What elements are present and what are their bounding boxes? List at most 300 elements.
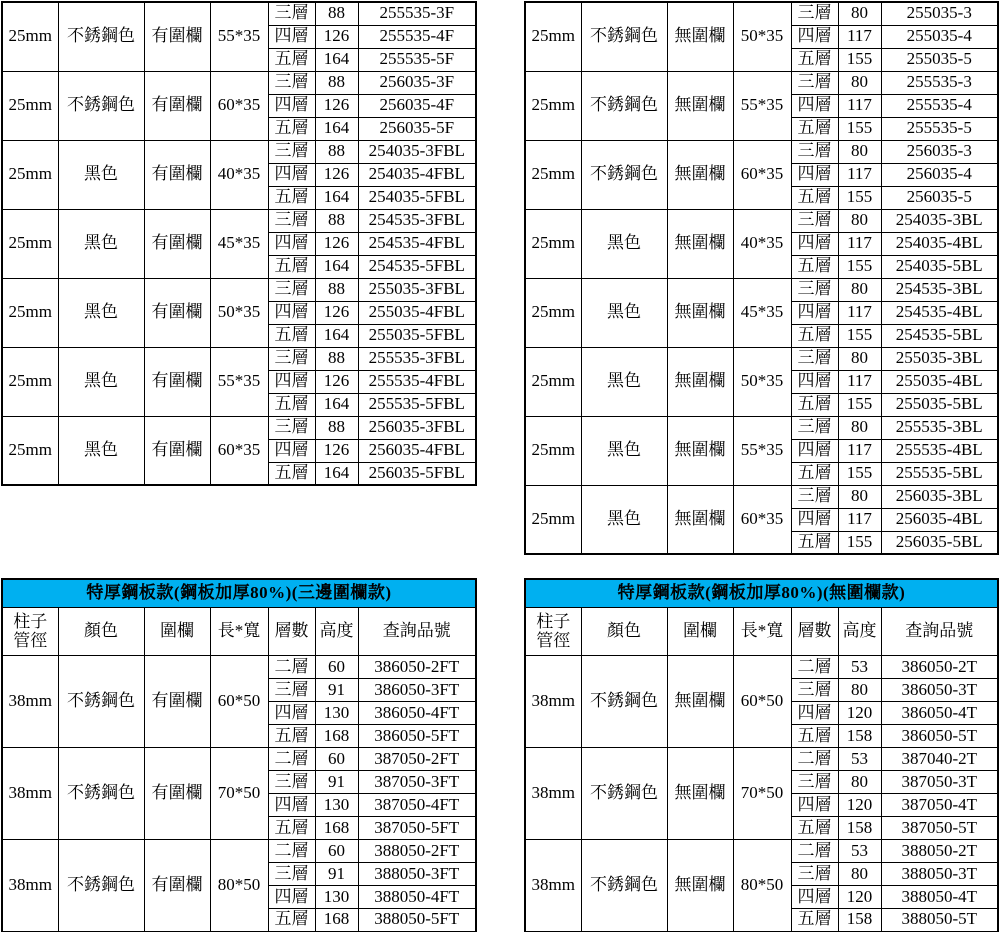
col-header-pipe (525, 608, 581, 656)
code-cell: 388050-3T (881, 863, 998, 886)
code-cell: 255535-5F (358, 48, 476, 71)
layer-cell: 五層 (268, 909, 315, 932)
code-cell: 387050-5FT (358, 817, 476, 840)
layer-cell: 四層 (268, 794, 315, 817)
layer-cell: 四層 (268, 702, 315, 725)
height-cell: 126 (315, 232, 358, 255)
size-cell: 50*35 (210, 278, 268, 347)
code-cell: 254535-4BL (881, 301, 998, 324)
fence-cell: 無圍欄 (667, 656, 733, 748)
pipe-cell: 38mm (2, 840, 58, 932)
layer-cell: 五層 (268, 117, 315, 140)
color-cell: 黑色 (58, 209, 144, 278)
height-cell: 60 (315, 748, 358, 771)
color-cell: 不銹鋼色 (58, 71, 144, 140)
code-cell: 254035-3BL (881, 209, 998, 232)
layer-cell: 三層 (791, 2, 838, 25)
layer-cell: 五層 (791, 186, 838, 209)
size-cell: 50*35 (733, 347, 791, 416)
table-row (2, 2, 476, 25)
layer-cell: 二層 (268, 840, 315, 863)
color-cell: 黑色 (581, 278, 667, 347)
layer-cell: 四層 (791, 508, 838, 531)
col-header-size: 長*寬 (733, 608, 791, 656)
layer-cell: 二層 (791, 840, 838, 863)
size-cell: 80*50 (733, 840, 791, 932)
height-cell: 88 (315, 140, 358, 163)
code-cell: 255535-4BL (881, 439, 998, 462)
code-cell: 386050-5T (881, 725, 998, 748)
size-cell: 60*35 (210, 416, 268, 485)
layer-cell: 四層 (268, 886, 315, 909)
color-cell: 不銹鋼色 (581, 140, 667, 209)
layer-cell: 四層 (791, 301, 838, 324)
layer-cell: 四層 (268, 301, 315, 324)
height-cell: 88 (315, 347, 358, 370)
code-cell: 387040-2T (881, 748, 998, 771)
pipe-cell: 25mm (525, 71, 581, 140)
col-header-pipe (2, 608, 58, 656)
code-cell: 256035-3 (881, 140, 998, 163)
layer-cell: 三層 (791, 771, 838, 794)
table-row (525, 209, 998, 232)
height-cell: 80 (838, 2, 881, 25)
height-cell: 91 (315, 679, 358, 702)
code-cell: 256035-4FBL (358, 439, 476, 462)
code-cell: 255535-3BL (881, 416, 998, 439)
layer-cell: 三層 (791, 140, 838, 163)
table-row (2, 140, 476, 163)
size-cell: 45*35 (210, 209, 268, 278)
size-cell: 40*35 (210, 140, 268, 209)
layer-cell: 二層 (268, 748, 315, 771)
pipe-cell: 38mm (525, 656, 581, 748)
layer-cell: 五層 (268, 186, 315, 209)
code-cell: 386050-4FT (358, 702, 476, 725)
code-cell: 254535-3BL (881, 278, 998, 301)
code-cell: 256035-4F (358, 94, 476, 117)
table-row (525, 347, 998, 370)
size-cell: 80*50 (210, 840, 268, 932)
height-cell: 53 (838, 840, 881, 863)
size-cell: 40*35 (733, 209, 791, 278)
col-header-size: 長*寬 (210, 608, 268, 656)
size-cell: 45*35 (733, 278, 791, 347)
code-cell: 256035-4BL (881, 508, 998, 531)
size-cell: 70*50 (733, 748, 791, 840)
fence-cell: 無圍欄 (667, 347, 733, 416)
height-cell: 88 (315, 278, 358, 301)
fence-cell: 無圍欄 (667, 748, 733, 840)
code-cell: 255535-4F (358, 25, 476, 48)
layer-cell: 五層 (268, 462, 315, 485)
code-cell: 256035-3F (358, 71, 476, 94)
col-header-pipe-line2: 管徑 (13, 630, 48, 650)
pipe-cell: 38mm (2, 656, 58, 748)
layer-cell: 四層 (791, 370, 838, 393)
height-cell: 155 (838, 393, 881, 416)
code-cell: 256035-4 (881, 163, 998, 186)
height-cell: 158 (838, 909, 881, 932)
code-cell: 256035-5FBL (358, 462, 476, 485)
code-cell: 387050-4FT (358, 794, 476, 817)
code-cell: 255035-3BL (881, 347, 998, 370)
code-cell: 256035-5 (881, 186, 998, 209)
thick-plate-fenced-table (1, 578, 477, 932)
color-cell: 黑色 (581, 416, 667, 485)
color-cell: 黑色 (581, 347, 667, 416)
table-row (525, 485, 998, 508)
fence-cell: 無圍欄 (667, 840, 733, 932)
layer-cell: 五層 (791, 531, 838, 554)
pipe-cell: 25mm (525, 2, 581, 71)
height-cell: 53 (838, 656, 881, 679)
fence-cell: 有圍欄 (144, 278, 210, 347)
height-cell: 80 (838, 140, 881, 163)
table-title-row (525, 579, 998, 608)
code-cell: 256035-5F (358, 117, 476, 140)
height-cell: 117 (838, 439, 881, 462)
fence-cell: 有圍欄 (144, 2, 210, 71)
height-cell: 120 (838, 886, 881, 909)
table-row (525, 748, 998, 771)
layer-cell: 五層 (268, 324, 315, 347)
pipe-25mm-fenced-table (1, 1, 477, 486)
layer-cell: 四層 (268, 163, 315, 186)
layer-cell: 四層 (791, 94, 838, 117)
col-header-pipe-line2: 管徑 (536, 630, 571, 650)
color-cell: 不銹鋼色 (581, 748, 667, 840)
height-cell: 164 (315, 462, 358, 485)
code-cell: 388050-3FT (358, 863, 476, 886)
height-cell: 80 (838, 209, 881, 232)
layer-cell: 三層 (268, 71, 315, 94)
table-row (525, 140, 998, 163)
code-cell: 255535-5BL (881, 462, 998, 485)
code-cell: 388050-4FT (358, 886, 476, 909)
layer-cell: 四層 (791, 702, 838, 725)
col-header-code: 查詢品號 (358, 608, 476, 656)
col-header-height: 高度 (838, 608, 881, 656)
size-cell: 55*35 (210, 347, 268, 416)
col-header-layers: 層數 (791, 608, 838, 656)
height-cell: 117 (838, 25, 881, 48)
height-cell: 80 (838, 71, 881, 94)
pipe-cell: 25mm (2, 71, 58, 140)
height-cell: 126 (315, 25, 358, 48)
fence-cell: 無圍欄 (667, 416, 733, 485)
height-cell: 91 (315, 771, 358, 794)
color-cell: 黑色 (58, 278, 144, 347)
col-header-fence: 圍欄 (667, 608, 733, 656)
table-row (525, 656, 998, 679)
code-cell: 256035-5BL (881, 531, 998, 554)
layer-cell: 四層 (791, 439, 838, 462)
layer-cell: 三層 (791, 278, 838, 301)
table-row (2, 840, 476, 863)
table-row (2, 656, 476, 679)
height-cell: 130 (315, 886, 358, 909)
code-cell: 388050-2FT (358, 840, 476, 863)
height-cell: 164 (315, 117, 358, 140)
code-cell: 386050-2T (881, 656, 998, 679)
code-cell: 255035-5BL (881, 393, 998, 416)
pipe-cell: 25mm (2, 347, 58, 416)
pipe-cell: 25mm (2, 209, 58, 278)
code-cell: 255535-5 (881, 117, 998, 140)
height-cell: 164 (315, 186, 358, 209)
table-row (525, 278, 998, 301)
color-cell: 不銹鋼色 (581, 2, 667, 71)
code-cell: 386050-5FT (358, 725, 476, 748)
fence-cell: 有圍欄 (144, 209, 210, 278)
size-cell: 60*50 (733, 656, 791, 748)
code-cell: 254535-4FBL (358, 232, 476, 255)
height-cell: 80 (838, 679, 881, 702)
layer-cell: 五層 (791, 909, 838, 932)
col-header-color: 顏色 (581, 608, 667, 656)
col-header-layers: 層數 (268, 608, 315, 656)
code-cell: 254035-5BL (881, 255, 998, 278)
layer-cell: 四層 (268, 370, 315, 393)
layer-cell: 五層 (791, 817, 838, 840)
layer-cell: 二層 (791, 748, 838, 771)
table-title: 特厚鋼板款(鋼板加厚80%)(三邊圍欄款) (2, 579, 476, 608)
height-cell: 91 (315, 863, 358, 886)
color-cell: 不銹鋼色 (58, 656, 144, 748)
size-cell: 60*35 (733, 140, 791, 209)
pipe-25mm-unfenced-table (524, 1, 999, 555)
fence-cell: 有圍欄 (144, 347, 210, 416)
code-cell: 254035-4FBL (358, 163, 476, 186)
height-cell: 53 (838, 748, 881, 771)
height-cell: 158 (838, 817, 881, 840)
height-cell: 88 (315, 416, 358, 439)
height-cell: 88 (315, 2, 358, 25)
height-cell: 168 (315, 725, 358, 748)
height-cell: 168 (315, 817, 358, 840)
size-cell: 50*35 (733, 2, 791, 71)
code-cell: 388050-2T (881, 840, 998, 863)
fence-cell: 有圍欄 (144, 748, 210, 840)
layer-cell: 三層 (791, 416, 838, 439)
height-cell: 126 (315, 370, 358, 393)
height-cell: 117 (838, 508, 881, 531)
code-cell: 255535-3 (881, 71, 998, 94)
pipe-cell: 38mm (525, 748, 581, 840)
layer-cell: 三層 (791, 71, 838, 94)
pipe-cell: 25mm (2, 278, 58, 347)
table-row (2, 71, 476, 94)
height-cell: 80 (838, 771, 881, 794)
layer-cell: 四層 (791, 794, 838, 817)
layer-cell: 五層 (268, 48, 315, 71)
height-cell: 117 (838, 163, 881, 186)
layer-cell: 三層 (268, 209, 315, 232)
table-row (2, 347, 476, 370)
pipe-25mm-unfenced-table-grid (524, 1, 999, 555)
height-cell: 155 (838, 462, 881, 485)
layer-cell: 四層 (268, 94, 315, 117)
height-cell: 117 (838, 232, 881, 255)
layer-cell: 五層 (791, 725, 838, 748)
layer-cell: 三層 (791, 485, 838, 508)
layer-cell: 三層 (268, 771, 315, 794)
code-cell: 255035-4BL (881, 370, 998, 393)
height-cell: 164 (315, 255, 358, 278)
height-cell: 80 (838, 278, 881, 301)
table-row (2, 748, 476, 771)
color-cell: 黑色 (581, 485, 667, 554)
height-cell: 117 (838, 94, 881, 117)
color-cell: 黑色 (58, 347, 144, 416)
table-row (525, 416, 998, 439)
fence-cell: 無圍欄 (667, 278, 733, 347)
height-cell: 164 (315, 48, 358, 71)
pipe-cell: 25mm (525, 278, 581, 347)
height-cell: 126 (315, 301, 358, 324)
code-cell: 254535-3FBL (358, 209, 476, 232)
color-cell: 不銹鋼色 (58, 840, 144, 932)
layer-cell: 三層 (268, 416, 315, 439)
layer-cell: 三層 (268, 347, 315, 370)
layer-cell: 四層 (791, 25, 838, 48)
layer-cell: 五層 (791, 393, 838, 416)
code-cell: 386050-4T (881, 702, 998, 725)
color-cell: 不銹鋼色 (581, 656, 667, 748)
height-cell: 80 (838, 347, 881, 370)
layer-cell: 三層 (268, 863, 315, 886)
height-cell: 117 (838, 301, 881, 324)
code-cell: 388050-5FT (358, 909, 476, 932)
code-cell: 386050-3T (881, 679, 998, 702)
code-cell: 255035-5 (881, 48, 998, 71)
layer-cell: 二層 (791, 656, 838, 679)
height-cell: 155 (838, 48, 881, 71)
thick-plate-unfenced-table (524, 578, 999, 932)
fence-cell: 無圍欄 (667, 485, 733, 554)
color-cell: 黑色 (58, 140, 144, 209)
code-cell: 255035-5FBL (358, 324, 476, 347)
code-cell: 388050-4T (881, 886, 998, 909)
layer-cell: 三層 (268, 679, 315, 702)
pipe-cell: 25mm (525, 209, 581, 278)
code-cell: 254535-5FBL (358, 255, 476, 278)
pipe-cell: 38mm (525, 840, 581, 932)
col-header-pipe-line1: 柱子 (13, 611, 48, 631)
code-cell: 387050-5T (881, 817, 998, 840)
height-cell: 80 (838, 416, 881, 439)
col-header-pipe-line1: 柱子 (536, 611, 571, 631)
table-title: 特厚鋼板款(鋼板加厚80%)(無圍欄款) (525, 579, 998, 608)
table-row (525, 2, 998, 25)
height-cell: 60 (315, 656, 358, 679)
height-cell: 155 (838, 324, 881, 347)
size-cell: 55*35 (210, 2, 268, 71)
height-cell: 130 (315, 702, 358, 725)
fence-cell: 無圍欄 (667, 71, 733, 140)
layer-cell: 四層 (268, 25, 315, 48)
code-cell: 387050-3T (881, 771, 998, 794)
layer-cell: 三層 (791, 863, 838, 886)
layer-cell: 五層 (791, 255, 838, 278)
code-cell: 256035-3BL (881, 485, 998, 508)
height-cell: 164 (315, 393, 358, 416)
fence-cell: 有圍欄 (144, 656, 210, 748)
size-cell: 70*50 (210, 748, 268, 840)
layer-cell: 四層 (268, 439, 315, 462)
height-cell: 80 (838, 485, 881, 508)
layer-cell: 三層 (791, 347, 838, 370)
layer-cell: 三層 (268, 278, 315, 301)
layer-cell: 四層 (791, 886, 838, 909)
layer-cell: 五層 (791, 324, 838, 347)
height-cell: 117 (838, 370, 881, 393)
color-cell: 不銹鋼色 (581, 840, 667, 932)
code-cell: 254035-3FBL (358, 140, 476, 163)
code-cell: 387050-3FT (358, 771, 476, 794)
code-cell: 255535-5FBL (358, 393, 476, 416)
code-cell: 386050-2FT (358, 656, 476, 679)
layer-cell: 三層 (791, 209, 838, 232)
color-cell: 不銹鋼色 (58, 748, 144, 840)
height-cell: 120 (838, 794, 881, 817)
height-cell: 168 (315, 909, 358, 932)
code-cell: 387050-2FT (358, 748, 476, 771)
table-row (2, 209, 476, 232)
layer-cell: 三層 (268, 140, 315, 163)
height-cell: 126 (315, 163, 358, 186)
size-cell: 55*35 (733, 71, 791, 140)
layer-cell: 五層 (791, 462, 838, 485)
height-cell: 88 (315, 209, 358, 232)
layer-cell: 三層 (268, 2, 315, 25)
code-cell: 386050-3FT (358, 679, 476, 702)
height-cell: 126 (315, 439, 358, 462)
code-cell: 254035-5FBL (358, 186, 476, 209)
table-row (2, 416, 476, 439)
size-cell: 60*35 (733, 485, 791, 554)
table-row (2, 278, 476, 301)
fence-cell: 無圍欄 (667, 209, 733, 278)
size-cell: 55*35 (733, 416, 791, 485)
code-cell: 388050-5T (881, 909, 998, 932)
col-header-color: 顏色 (58, 608, 144, 656)
size-cell: 60*35 (210, 71, 268, 140)
layer-cell: 五層 (268, 725, 315, 748)
layer-cell: 五層 (268, 255, 315, 278)
col-header-code: 查詢品號 (881, 608, 998, 656)
code-cell: 255535-4FBL (358, 370, 476, 393)
height-cell: 80 (838, 863, 881, 886)
pipe-cell: 25mm (525, 140, 581, 209)
pipe-cell: 38mm (2, 748, 58, 840)
code-cell: 254535-5BL (881, 324, 998, 347)
height-cell: 164 (315, 324, 358, 347)
pipe-cell: 25mm (2, 2, 58, 71)
code-cell: 255535-4 (881, 94, 998, 117)
pipe-cell: 25mm (525, 416, 581, 485)
color-cell: 黑色 (581, 209, 667, 278)
layer-cell: 四層 (791, 232, 838, 255)
height-cell: 88 (315, 71, 358, 94)
code-cell: 255535-3F (358, 2, 476, 25)
code-cell: 255035-4FBL (358, 301, 476, 324)
pipe-25mm-fenced-table-grid (1, 1, 477, 486)
code-cell: 255535-3FBL (358, 347, 476, 370)
code-cell: 387050-4T (881, 794, 998, 817)
pipe-cell: 25mm (2, 140, 58, 209)
